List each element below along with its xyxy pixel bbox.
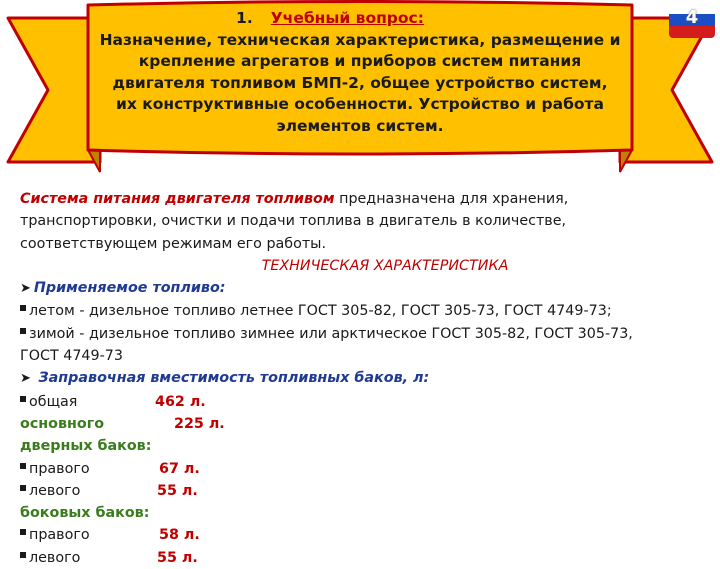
capacity-side-left-row bbox=[20, 547, 710, 569]
capacity-door-left-row bbox=[20, 480, 710, 502]
question-text-line: элементов систем. bbox=[276, 116, 444, 135]
capacity-side-right-value: 58 л. bbox=[159, 527, 200, 544]
square-bullet-icon bbox=[20, 396, 26, 402]
fuel-summer: летом - дизельное топливо летнее ГОСТ 305-82, ГОСТ 305-73, ГОСТ 4749-73; bbox=[29, 303, 612, 320]
question-number: 1. bbox=[236, 9, 253, 27]
training-question-block bbox=[95, 8, 625, 137]
capacity-door-right-value: 67 л. bbox=[159, 460, 200, 477]
slide-number: 4 bbox=[685, 7, 699, 28]
square-bullet-icon bbox=[20, 328, 26, 334]
fuel-winter-row bbox=[20, 323, 710, 345]
slide-body bbox=[20, 188, 710, 569]
capacity-side-right-label: правого bbox=[29, 527, 90, 544]
capacity-door-right-row bbox=[20, 458, 710, 480]
intro-line: транспортировки, очистки и подачи топлива в двигатель в количестве, bbox=[20, 213, 567, 230]
ribbon-right-tail bbox=[620, 18, 712, 162]
capacity-side-left-label: левого bbox=[29, 549, 81, 566]
fuel-winter: зимой - дизельное топливо зимнее или арктическое ГОСТ 305-82, ГОСТ 305-73, bbox=[29, 325, 633, 342]
arrow-bullet-icon: ➤ bbox=[20, 371, 31, 387]
capacity-door-label: дверных баков: bbox=[20, 438, 152, 455]
intro-line bbox=[20, 188, 710, 210]
capacity-main-value: 225 л. bbox=[174, 415, 225, 432]
fuel-winter-cont: ГОСТ 4749-73 bbox=[20, 348, 123, 365]
capacity-door-right-label: правого bbox=[29, 460, 90, 477]
square-bullet-icon bbox=[20, 485, 26, 491]
question-title: Учебный вопрос: bbox=[270, 9, 424, 27]
square-bullet-icon bbox=[20, 463, 26, 469]
intro-line: соответствующем режимам его работы. bbox=[20, 235, 327, 252]
capacity-side-left-value: 55 л. bbox=[157, 549, 198, 566]
question-text-line: их конструктивные особенности. Устройство и работа bbox=[116, 95, 604, 113]
capacity-door-left-label: левого bbox=[29, 482, 81, 499]
intro-text: предназначена для хранения, bbox=[334, 191, 569, 207]
fuel-heading: Применяемое топливо: bbox=[33, 280, 226, 297]
capacity-main-row bbox=[20, 413, 710, 435]
capacity-heading-row bbox=[20, 367, 710, 390]
square-bullet-icon bbox=[20, 529, 26, 535]
capacity-heading: Заправочная вместимость топливных баков, л: bbox=[38, 370, 430, 387]
ribbon-left-tail bbox=[8, 18, 100, 162]
capacity-main-label: основного bbox=[20, 415, 105, 432]
question-heading bbox=[35, 8, 625, 30]
capacity-total-label: общая bbox=[29, 393, 78, 410]
capacity-total-value: 462 л. bbox=[155, 393, 206, 410]
capacity-door-left-value: 55 л. bbox=[157, 482, 198, 499]
fuel-summer-row bbox=[20, 300, 710, 322]
capacity-side-label: боковых баков: bbox=[20, 505, 150, 522]
question-text-line: Назначение, техническая характеристика, размещение и bbox=[99, 30, 621, 49]
spec-heading: ТЕХНИЧЕСКАЯ ХАРАКТЕРИСТИКА bbox=[261, 257, 509, 274]
capacity-side-right-row bbox=[20, 524, 710, 546]
question-text-line: крепление агрегатов и приборов систем питания bbox=[138, 52, 582, 70]
fuel-heading-row bbox=[20, 277, 710, 300]
question-text-line: двигателя топливом БМП-2, общее устройство систем, bbox=[112, 73, 608, 92]
slide-number-badge bbox=[669, 2, 715, 38]
arrow-bullet-icon: ➤ bbox=[20, 281, 31, 297]
square-bullet-icon bbox=[20, 305, 26, 311]
intro-lead: Система питания двигателя топливом bbox=[20, 191, 335, 207]
capacity-total-row bbox=[20, 391, 710, 413]
square-bullet-icon bbox=[20, 552, 26, 558]
